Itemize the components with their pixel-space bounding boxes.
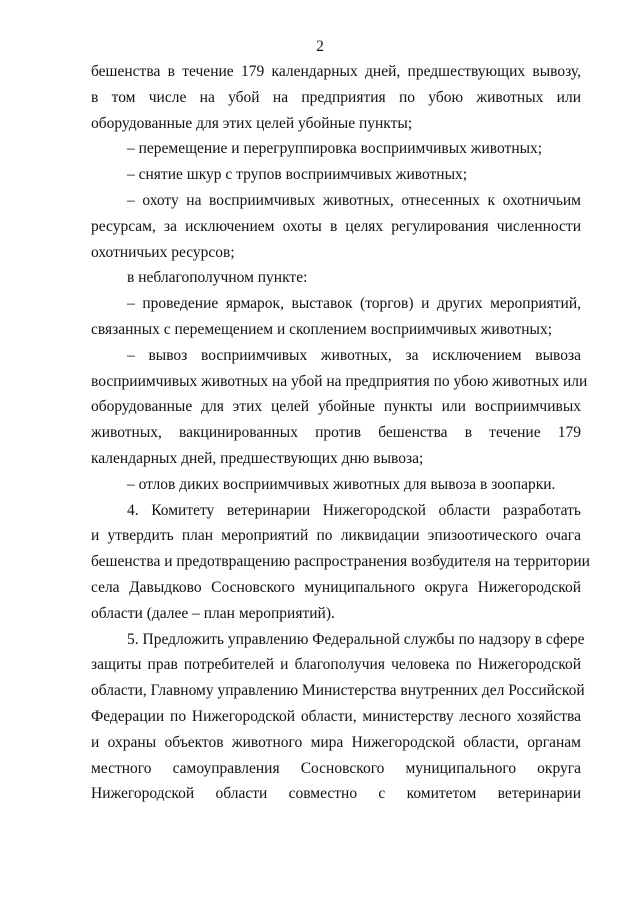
text-line: – отлов диких восприимчивых животных для вывоза в зоопарки. xyxy=(127,475,556,493)
text-line: местного самоуправления Сосновского муниципального округа xyxy=(91,759,581,777)
text-line: – охоту на восприимчивых животных, отнесенных к охотничьим xyxy=(127,191,581,209)
text-line: – перемещение и перегруппировка восприимчивых животных; xyxy=(127,140,543,158)
text-line: восприимчивых животных на убой на предприятия по убою животных или xyxy=(91,372,588,390)
document-body xyxy=(91,59,590,807)
text-line: области (далее – план мероприятий). xyxy=(91,604,335,622)
text-line: 5. Предложить управлению Федеральной службы по надзору в сфере xyxy=(127,630,585,648)
text-line: оборудованные для этих целей убойные пункты или восприимчивых xyxy=(91,398,581,416)
text-line: – вывоз восприимчивых животных, за исключением вывоза xyxy=(127,346,581,364)
text-line: и охраны объектов животного мира Нижегородской области, органам xyxy=(91,733,581,751)
text-line: в том числе на убой на предприятия по убою животных или xyxy=(91,88,581,106)
text-line: животных, вакцинированных против бешенства в течение 179 xyxy=(91,424,581,442)
text-line: бешенства и предотвращению распространения возбудителя на территории xyxy=(91,553,590,571)
text-line: Нижегородской области совместно с комитетом ветеринарии xyxy=(91,785,581,803)
text-line: 4. Комитету ветеринарии Нижегородской области разработать xyxy=(127,501,581,519)
page-number: 2 xyxy=(316,38,324,55)
text-line: в неблагополучном пункте: xyxy=(127,269,308,287)
text-line: календарных дней, предшествующих дню вывоза; xyxy=(91,449,424,467)
text-line: и утвердить план мероприятий по ликвидации эпизоотического очага xyxy=(91,527,581,545)
text-line: области, Главному управлению Министерства внутренних дел Российской xyxy=(91,682,585,700)
text-line: бешенства в течение 179 календарных дней, предшествующих вывозу, xyxy=(91,63,581,80)
text-line: – проведение ярмарок, выставок (торгов) и других мероприятий, xyxy=(127,295,581,313)
text-line: связанных с перемещением и скоплением восприимчивых животных; xyxy=(91,320,552,338)
text-line: защиты прав потребителей и благополучия человека по Нижегородской xyxy=(91,656,581,674)
text-line: ресурсам, за исключением охоты в целях регулирования численности xyxy=(91,217,581,235)
text-line: села Давыдково Сосновского муниципального округа Нижегородской xyxy=(91,578,581,596)
text-line: охотничьих ресурсов; xyxy=(91,243,235,261)
text-line: Федерации по Нижегородской области, министерству лесного хозяйства xyxy=(91,707,581,725)
text-line: – снятие шкур с трупов восприимчивых животных; xyxy=(127,166,468,184)
text-line: оборудованные для этих целей убойные пункты; xyxy=(91,114,413,132)
